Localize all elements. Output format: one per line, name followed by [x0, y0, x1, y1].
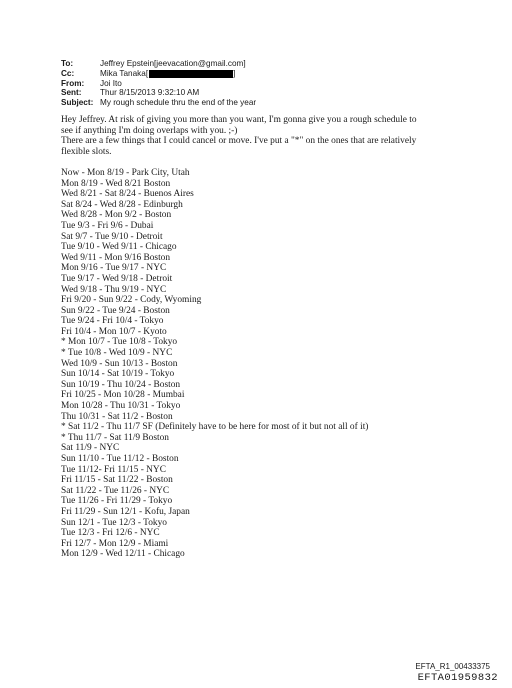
- bates-number-primary: EFTA_R1_00433375: [415, 662, 490, 671]
- from-label: From:: [61, 78, 85, 88]
- schedule-item: Sun 9/22 - Tue 9/24 - Boston: [61, 305, 170, 316]
- body-line: flexible slots.: [61, 146, 112, 157]
- schedule-item: Fri 9/20 - Sun 9/22 - Cody, Wyoming: [61, 295, 202, 306]
- email-body: [61, 115, 461, 560]
- subject-label: Subject:: [61, 98, 94, 108]
- body-line: see if anything I'm doing overlaps with you. ;-): [61, 125, 238, 136]
- schedule-item: Sun 12/1 - Tue 12/3 - Tokyo: [61, 517, 167, 528]
- header-cc-row: [61, 69, 256, 79]
- to-value: Jeffrey Epstein[jeevacation@gmail.com]: [100, 59, 246, 68]
- schedule-item: Tue 11/26 - Fri 11/29 - Tokyo: [61, 496, 173, 507]
- body-line: There are a few things that I could cancel or move. I've put a "*" on the ones that are relatively: [61, 136, 417, 147]
- cc-close: ]: [233, 68, 236, 78]
- schedule-item: * Sat 11/2 - Thu 11/7 SF (Definitely have to be here for most of it but not all of it): [61, 422, 369, 433]
- schedule-item: Tue 9/17 - Wed 9/18 - Detroit: [61, 273, 173, 284]
- schedule-item: Wed 9/11 - Mon 9/16 Boston: [61, 252, 171, 263]
- schedule-item: Tue 9/24 - Fri 10/4 - Tokyo: [61, 316, 164, 327]
- header-subject-row: [61, 98, 256, 108]
- schedule-item: Fri 10/4 - Mon 10/7 - Kyoto: [61, 326, 167, 337]
- to-label: To:: [61, 59, 74, 68]
- schedule-item: Tue 9/10 - Wed 9/11 - Chicago: [61, 242, 177, 253]
- schedule-item: Sat 11/9 - NYC: [61, 443, 120, 454]
- schedule-item: Mon 12/9 - Wed 12/11 - Chicago: [61, 549, 185, 560]
- schedule-item: Fri 11/15 - Sat 11/22 - Boston: [61, 475, 173, 486]
- from-value: Joi Ito: [100, 78, 122, 88]
- sent-value: Thur 8/15/2013 9:32:10 AM: [100, 88, 200, 98]
- schedule-item: Sun 10/14 - Sat 10/19 - Tokyo: [61, 369, 175, 380]
- schedule-item: Sat 11/22 - Tue 11/26 - NYC: [61, 485, 170, 496]
- cc-value: Mika Tanaka[: [100, 68, 149, 78]
- schedule-item: Fri 12/7 - Mon 12/9 - Miami: [61, 538, 169, 549]
- schedule-item: * Mon 10/7 - Tue 10/8 - Tokyo: [61, 337, 178, 348]
- intro-paragraph: [61, 115, 461, 136]
- schedule-item: * Tue 10/8 - Wed 10/9 - NYC: [61, 348, 173, 359]
- schedule-item: Wed 10/9 - Sun 10/13 - Boston: [61, 358, 178, 369]
- flexible-note-paragraph: [61, 136, 461, 157]
- body-line: Hey Jeffrey. At risk of giving you more than you want, I'm gonna give you a rough schedule to: [61, 115, 417, 125]
- schedule-item: Sat 8/24 - Wed 8/28 - Edinburgh: [61, 199, 183, 210]
- schedule-item: Fri 11/29 - Sun 12/1 - Kofu, Japan: [61, 506, 190, 517]
- schedule-item: * Thu 11/7 - Sat 11/9 Boston: [61, 432, 169, 443]
- schedule-item: Sat 9/7 - Tue 9/10 - Detroit: [61, 231, 163, 242]
- schedule-list: [61, 168, 461, 560]
- schedule-item: Mon 8/19 - Wed 8/21 Boston: [61, 178, 171, 189]
- header-from-row: [61, 79, 256, 89]
- schedule-item: Fri 10/25 - Mon 10/28 - Mumbai: [61, 390, 185, 401]
- schedule-item: Sun 10/19 - Thu 10/24 - Boston: [61, 379, 181, 390]
- schedule-item: Tue 12/3 - Fri 12/6 - NYC: [61, 528, 160, 539]
- subject-value: My rough schedule thru the end of the year: [100, 98, 257, 108]
- bates-number-secondary: EFTA01959832: [417, 672, 498, 684]
- schedule-item: Tue 9/3 - Fri 9/6 - Dubai: [61, 220, 154, 231]
- schedule-item: Sun 11/10 - Tue 11/12 - Boston: [61, 454, 179, 464]
- email-header: [61, 59, 256, 108]
- sent-label: Sent:: [61, 88, 82, 98]
- schedule-item: Thu 10/31 - Sat 11/2 - Boston: [61, 411, 173, 422]
- schedule-item: Tue 11/12- Fri 11/15 - NYC: [61, 464, 166, 475]
- cc-value-wrap: [100, 69, 235, 79]
- schedule-item: Mon 9/16 - Tue 9/17 - NYC: [61, 263, 167, 274]
- schedule-item: Now - Mon 8/19 - Park City, Utah: [61, 167, 190, 178]
- header-sent-row: [61, 88, 256, 98]
- header-to-row: [61, 59, 256, 69]
- schedule-item: Mon 10/28 - Thu 10/31 - Tokyo: [61, 401, 181, 412]
- schedule-item: Wed 8/28 - Mon 9/2 - Boston: [61, 210, 172, 221]
- cc-label: Cc:: [61, 68, 75, 78]
- schedule-item: Wed 8/21 - Sat 8/24 - Buenos Aires: [61, 189, 194, 200]
- redaction-block: [149, 68, 236, 78]
- schedule-item: Wed 9/18 - Thu 9/19 - NYC: [61, 284, 167, 295]
